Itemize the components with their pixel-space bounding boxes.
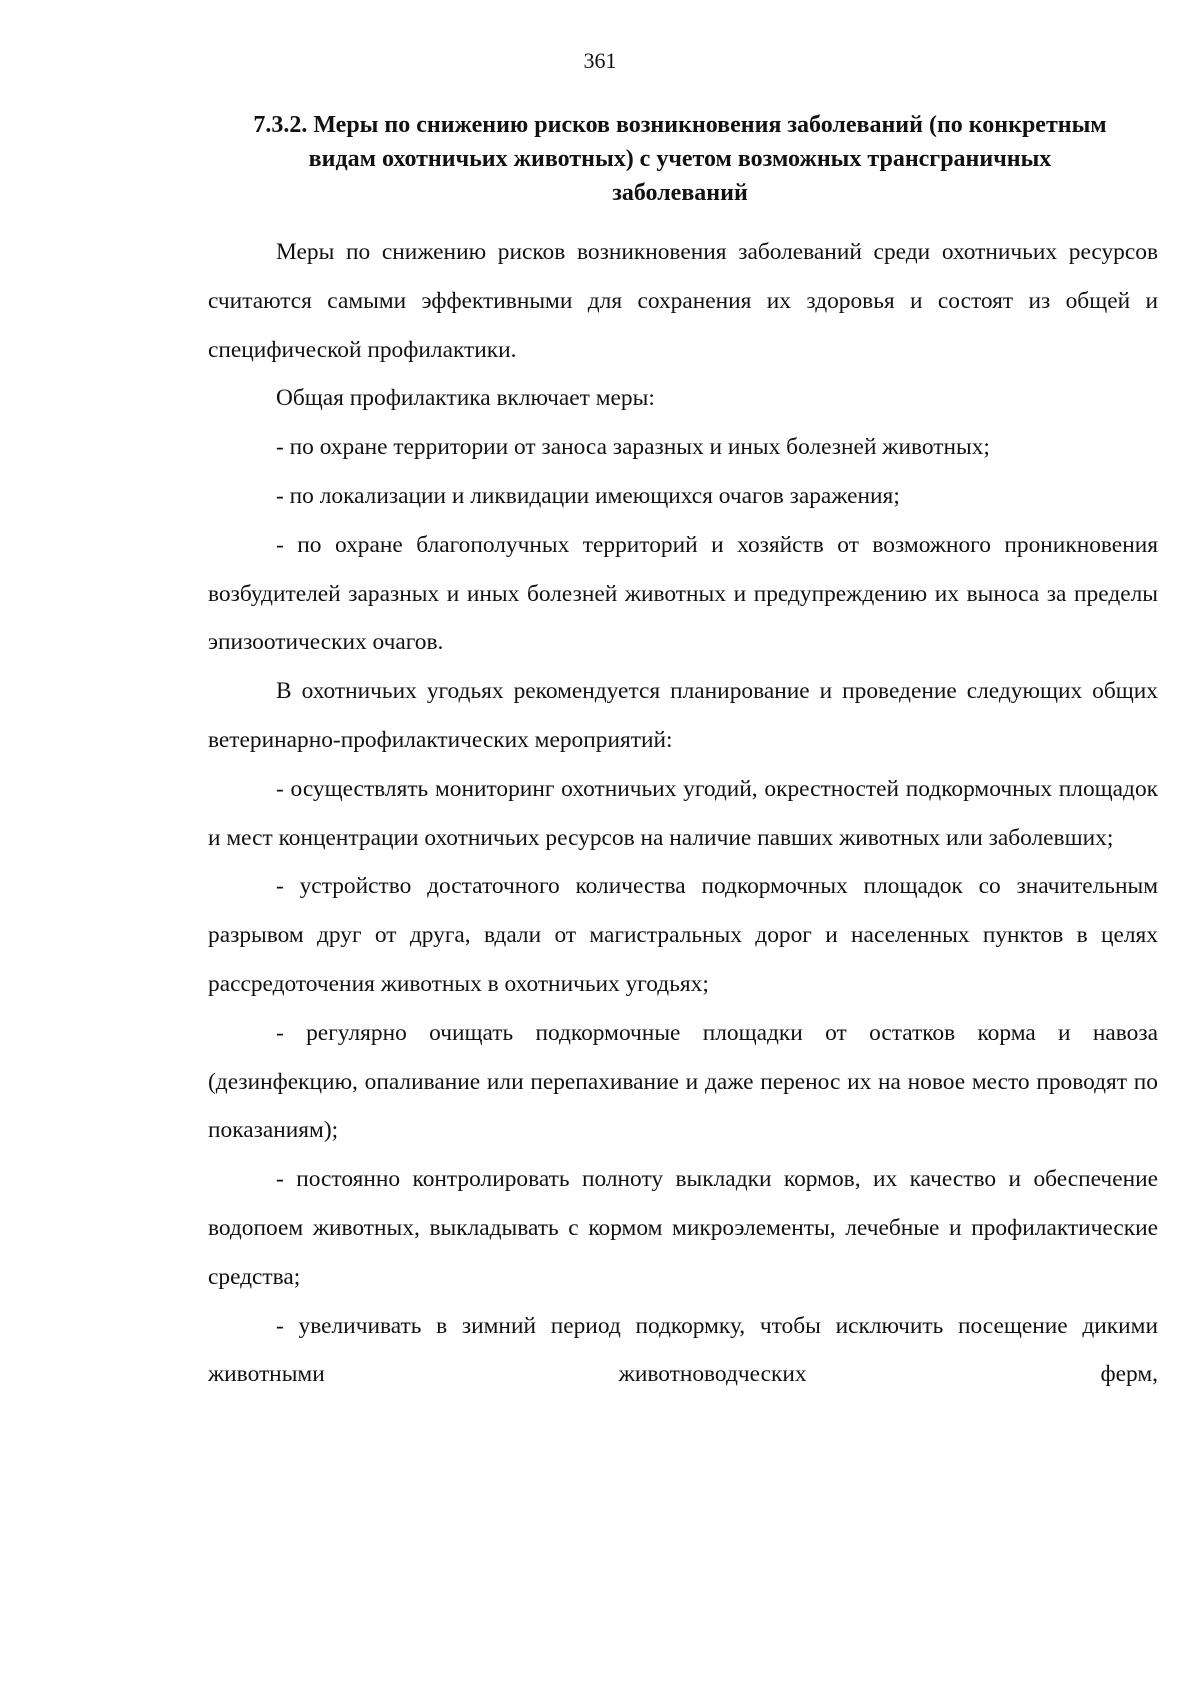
- page-number: 361: [583, 48, 617, 73]
- list-item: - по охране благополучных территорий и хозяйств от возможного проникновения возбудителей заразных и иных болезней животных и предупреждению их выноса за пределы эпизоотических очагов.: [208, 531, 1158, 656]
- paragraph-hunting-grounds: В охотничьих угодьях рекомендуется планирование и проведение следующих общих ветеринарно-профилактических мероприятий:: [208, 678, 1158, 753]
- paragraph-general-prophylaxis: Общая профилактика включает меры:: [276, 385, 655, 412]
- list-item: - по локализации и ликвидации имеющихся очагов заражения;: [276, 482, 900, 509]
- document-body: [208, 228, 1158, 1399]
- section-heading: 7.3.2. Меры по снижению рисков возникновения заболеваний (по конкретным видам охотничьих животных) с учетом возможных трансграничных заболеваний: [253, 112, 1107, 206]
- list-item: - осуществлять мониторинг охотничьих угодий, окрестностей подкормочных площадок и мест концентрации охотничьих ресурсов на наличие павших животных или заболевших;: [208, 775, 1158, 851]
- list-item: - регулярно очищать подкормочные площадки от остатков корма и навоза (дезинфекцию, опаливание или перепахивание и даже перенос их на новое место проводят по показаниям);: [208, 1019, 1158, 1144]
- paragraph-intro: Меры по снижению рисков возникновения заболеваний среди охотничьих ресурсов считаются самыми эффективными для сохранения их здоровья и состоят из общей и специфической профилактики.: [208, 239, 1158, 363]
- list-item: - увеличивать в зимний период подкормку, чтобы исключить посещение дикими животными животноводческих ферм,: [208, 1312, 1158, 1388]
- list-item: - по охране территории от заноса заразных и иных болезней животных;: [276, 434, 990, 461]
- list-item: - постоянно контролировать полноту выкладки кормов, их качество и обеспечение водопоем животных, выкладывать с кормом микроэлементы, лечебные и профилактические средства;: [208, 1166, 1158, 1290]
- list-item: - устройство достаточного количества подкормочных площадок со значительным разрывом друг от друга, вдали от магистральных дорог и населенных пунктов в целях рассредоточения животных в охотничьих угодьях;: [208, 873, 1158, 997]
